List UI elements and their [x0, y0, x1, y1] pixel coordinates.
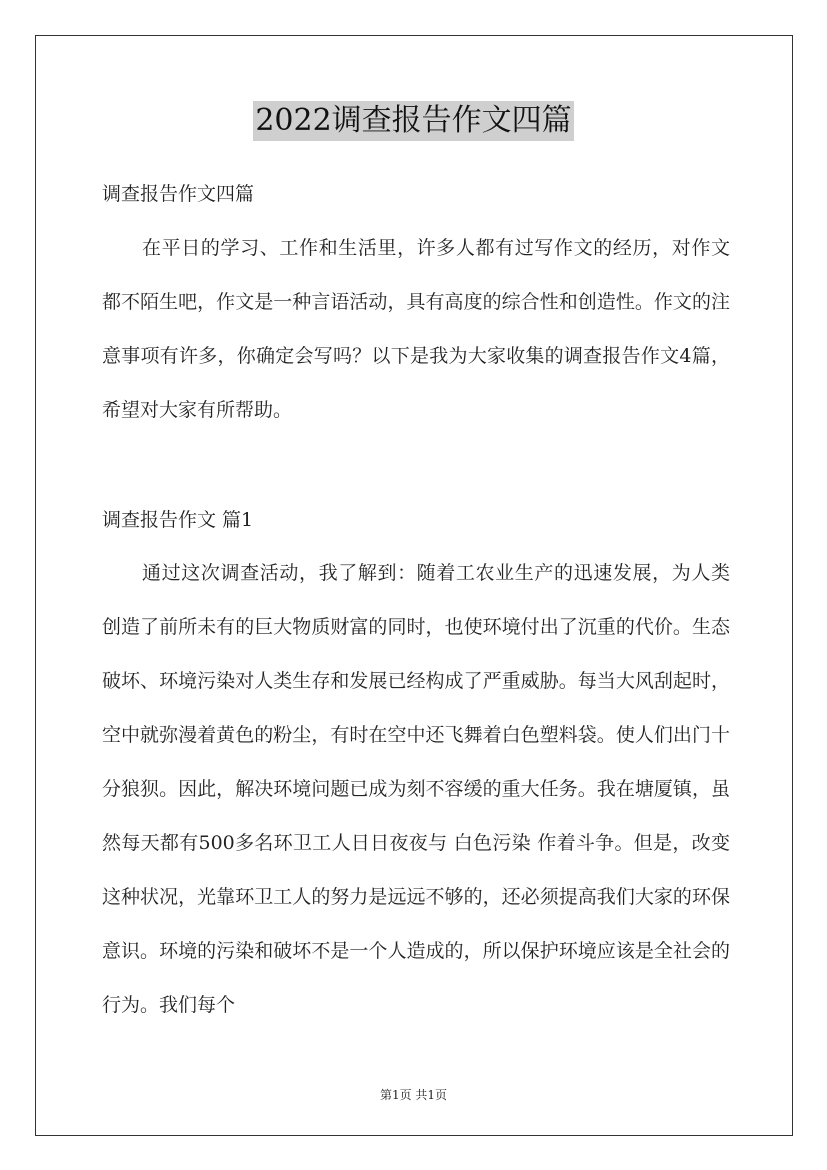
- title-container: [0, 101, 827, 141]
- intro-paragraph: 在平日的学习、工作和生活里，许多人都有过写作文的经历，对作文都不陌生吧，作文是一种言语活动，具有高度的综合性和创造性。作文的注意事项有许多，你确定会写吗？以下是我为大家收集的调查报告作文4篇，希望对大家有所帮助。: [102, 237, 730, 421]
- section1-paragraph: 通过这次调查活动，我了解到：随着工农业生产的迅速发展，为人类创造了前所未有的巨大物质财富的同时，也使环境付出了沉重的代价。生态破坏、环境污染对人类生存和发展已经构成了严重威胁。每当大风刮起时，空中就弥漫着黄色的粉尘，有时在空中还飞舞着白色塑料袋。使人们出门十分狼狈。因此，解决环境问题已成为刻不容缓的重大任务。我在塘厦镇，虽然每天都有500多名环卫工人日日夜夜与 白色污染 作着斗争。但是，改变这种状况，光靠环卫工人的努力是远远不够的，还必须提高我们大家的环保意识。环境的污染和破坏不是一个人造成的，所以保护环境应该是全社会的行为。我们每个: [102, 562, 730, 1016]
- intro-heading: 调查报告作文四篇: [102, 183, 255, 205]
- page-footer: 第1页 共1页: [379, 1088, 448, 1102]
- document-title: 2022调查报告作文四篇: [253, 101, 573, 141]
- section1-heading: 调查报告作文 篇1: [102, 509, 254, 531]
